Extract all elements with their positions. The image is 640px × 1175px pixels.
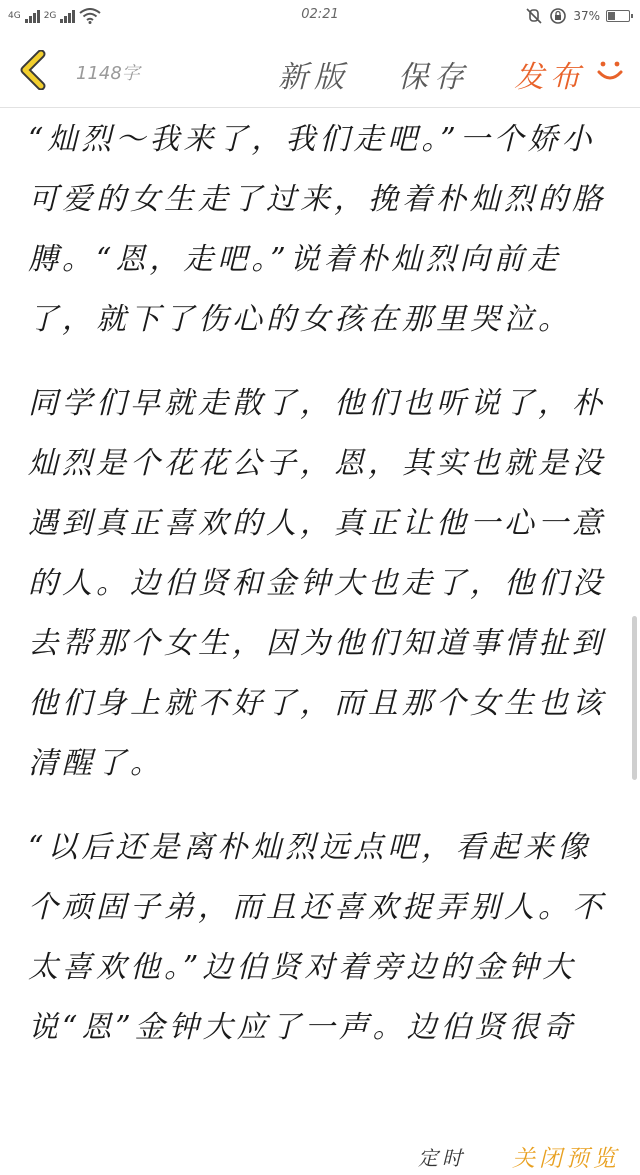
close-preview-button[interactable]: 关闭预览 — [512, 1146, 620, 1172]
battery-percent: 37% — [573, 9, 600, 23]
timer-button[interactable]: 定时 — [418, 1146, 466, 1170]
chevron-left-icon — [17, 50, 47, 90]
article-content[interactable] — [28, 108, 624, 1138]
status-bar — [0, 0, 640, 32]
rotation-lock-icon — [549, 7, 567, 25]
bottom-bar — [0, 1138, 640, 1175]
back-button[interactable] — [12, 48, 52, 92]
save-button[interactable]: 保存 — [398, 60, 470, 95]
paragraph-3: “以后还是离朴灿烈远点吧，看起来像个顽固子弟，而且还喜欢捉弄别人。不太喜欢他。”边伯贤对着旁边的金钟大说“恩”金钟大应了一声。边伯贤很奇 — [28, 830, 606, 1045]
status-right — [525, 5, 630, 27]
new-version-button[interactable]: 新版 — [278, 60, 350, 95]
publish-button[interactable]: 发布 — [514, 60, 586, 95]
mute-icon — [525, 7, 543, 25]
smiley-icon[interactable] — [594, 54, 626, 86]
paragraph-1: “灿烈～我来了，我们走吧。”一个娇小可爱的女生走了过来，挽着朴灿烈的胳膊。“恩，走吧。”说着朴灿烈向前走了，就下了伤心的女孩在那里哭泣。 — [28, 122, 606, 337]
scrollbar-thumb[interactable] — [632, 616, 637, 780]
battery-icon — [606, 10, 630, 22]
clock: 02:21 — [301, 7, 339, 22]
battery-fill — [608, 12, 615, 20]
editor-toolbar — [0, 32, 640, 108]
scrollbar[interactable] — [631, 108, 637, 1138]
network-2g-label: 2G — [43, 11, 57, 21]
word-count: 1148字 — [76, 63, 140, 84]
paragraph-2: 同学们早就走散了，他们也听说了，朴灿烈是个花花公子，恩，其实也就是没遇到真正喜欢的人，真正让他一心一意的人。边伯贤和金钟大也走了，他们没去帮那个女生，因为他们知道事情扯到他们身上就不好了，而且那个女生也该清醒了。 — [28, 386, 606, 781]
network-4g-label: 4G — [8, 11, 21, 21]
